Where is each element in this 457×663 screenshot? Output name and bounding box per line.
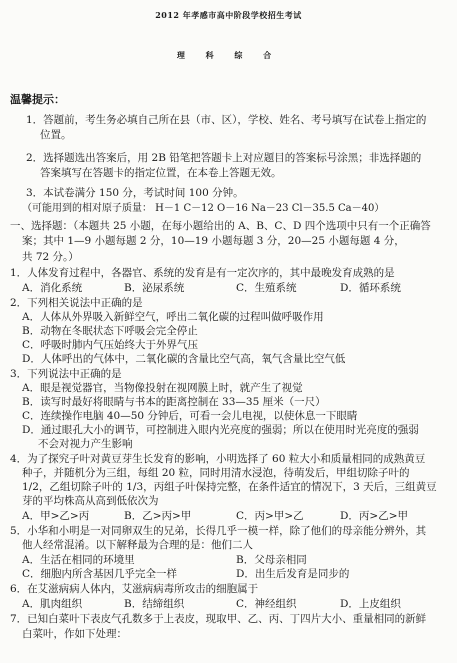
- question-option: B．泌尿系统: [124, 282, 185, 294]
- question-option: C．生殖系统: [236, 282, 297, 294]
- question-option: D．循环系统: [340, 282, 401, 294]
- notice-heading: 温馨提示：: [10, 93, 65, 106]
- question-option: C．神经组织: [236, 598, 297, 610]
- question-option: C．呼吸时肺内气压始终大于外界气压: [22, 339, 199, 351]
- question-option: B．动物在冬眠状态下呼吸会完全停止: [22, 325, 198, 337]
- notice-line: （可能用到的相对原子质量： H－1 C－12 O－16 Na－23 Cl－35.5 Ca－40）: [22, 203, 385, 214]
- question-stem: 2．下列相关说法中正确的是: [10, 297, 143, 309]
- question-option: D．人体呼出的气体中，二氧化碳的含量比空气高，氧气含量比空气低: [22, 353, 346, 365]
- question-option: 不会对视力产生影响: [38, 438, 133, 450]
- exam-title: 2012 年孝感市高中阶段学校招生考试: [155, 10, 302, 20]
- question-stem: 6．在艾滋病病人体内，艾滋病病毒所攻击的细胞属于: [10, 583, 259, 595]
- question-option: A．人体从外界吸入新鲜空气，呼出二氧化碳的过程叫做呼吸作用: [22, 311, 324, 323]
- exam-subtitle: 理 科 综 合: [176, 50, 281, 60]
- question-option: C．细胞内所含基因几乎完全一样: [22, 568, 178, 580]
- question-stem: 7．已知白菜叶下表皮气孔数多于上表皮，现取甲、乙、丙、丁四片大小、重量相同的新鲜: [10, 613, 427, 625]
- question-option: A．肌肉组织: [22, 598, 83, 610]
- question-option: A．甲>乙>丙: [22, 510, 90, 522]
- question-stem: 白菜叶，作如下处理：: [22, 628, 127, 640]
- section-header: 案；其中 1—9 小题每题 2 分，10—19 小题每题 3 分，20—25 小题每题 4 分，: [22, 235, 405, 247]
- question-option: B．乙>丙>甲: [124, 510, 192, 522]
- question-option: B．结缔组织: [124, 598, 185, 610]
- question-option: D．出生后发育是同步的: [236, 568, 350, 580]
- question-stem: 5．小华和小明是一对同卵双生的兄弟，长得几乎一模一样，除了他们的母亲能分辨外，其: [10, 525, 427, 537]
- section-header: 一、选择题：（本题共 25 小题，在每小题给出的 A、B、C、D 四个选项中只有一个正确答: [10, 220, 431, 232]
- question-stem: 3．下列说法中正确的是: [10, 368, 122, 380]
- question-stem: 他人经常混淆。以下解释最为合理的是：他们二人: [22, 539, 253, 551]
- question-stem: 芽的平均株高从高到低依次为: [22, 495, 159, 507]
- notice-line: 答案填写在答题卡的指定位置，在本卷上答题无效。: [40, 167, 282, 179]
- question-option: C．连续操作电脑 40—50 分钟后，可看一会儿电视，以使休息一下眼睛: [22, 410, 358, 422]
- question-option: C．丙>甲>乙: [236, 510, 304, 522]
- question-option: D．通过眼孔大小的调节，可控制进入眼内光亮度的强弱；所以在使用时光亮度的强弱: [22, 424, 419, 436]
- question-option: B．读写时最好将眼睛与书本的距离控制在 33—35 厘米（一尺）: [22, 396, 326, 408]
- question-option: A．消化系统: [22, 282, 83, 294]
- notice-line: 2．选择题选出答案后，用 2B 铅笔把答题卡上对应题目的答案标号涂黑；非选择题的: [26, 152, 422, 164]
- section-header: 共 72 分。）: [22, 251, 79, 263]
- question-option: B．父母亲相同: [236, 554, 307, 566]
- notice-line: 1．答题前，考生务必填自己所在县（市、区），学校、姓名、考号填写在试卷上指定的: [26, 114, 427, 126]
- question-option: A．生活在相同的环境里: [22, 554, 135, 566]
- question-stem: 1．人体发育过程中，各器官、系统的发育是有一定次序的，其中最晚发育成熟的是: [10, 267, 395, 279]
- notice-line: 位置。: [40, 129, 72, 141]
- question-stem: 4．为了探究子叶对黄豆芽生长发育的影响，小明选择了 60 粒大小和质量相同的成熟黄豆: [10, 453, 426, 465]
- question-option: D．上皮组织: [340, 598, 401, 610]
- question-option: D．丙>乙>甲: [340, 510, 409, 522]
- notice-line: 3．本试卷满分 150 分，考试时间 100 分钟。: [26, 187, 244, 199]
- question-option: A．眼是视觉器官，当物像投射在视网膜上时，就产生了视觉: [22, 382, 303, 394]
- question-stem: 1/2，乙组切除子叶的 1/3，丙组子叶保持完整，在条件适宜的情况下，3 天后，三组黄豆: [22, 481, 437, 493]
- question-stem: 种子，并随机分为三组，每组 20 粒，同时用清水浸泡，待萌发后，甲组切除子叶的: [22, 467, 410, 479]
